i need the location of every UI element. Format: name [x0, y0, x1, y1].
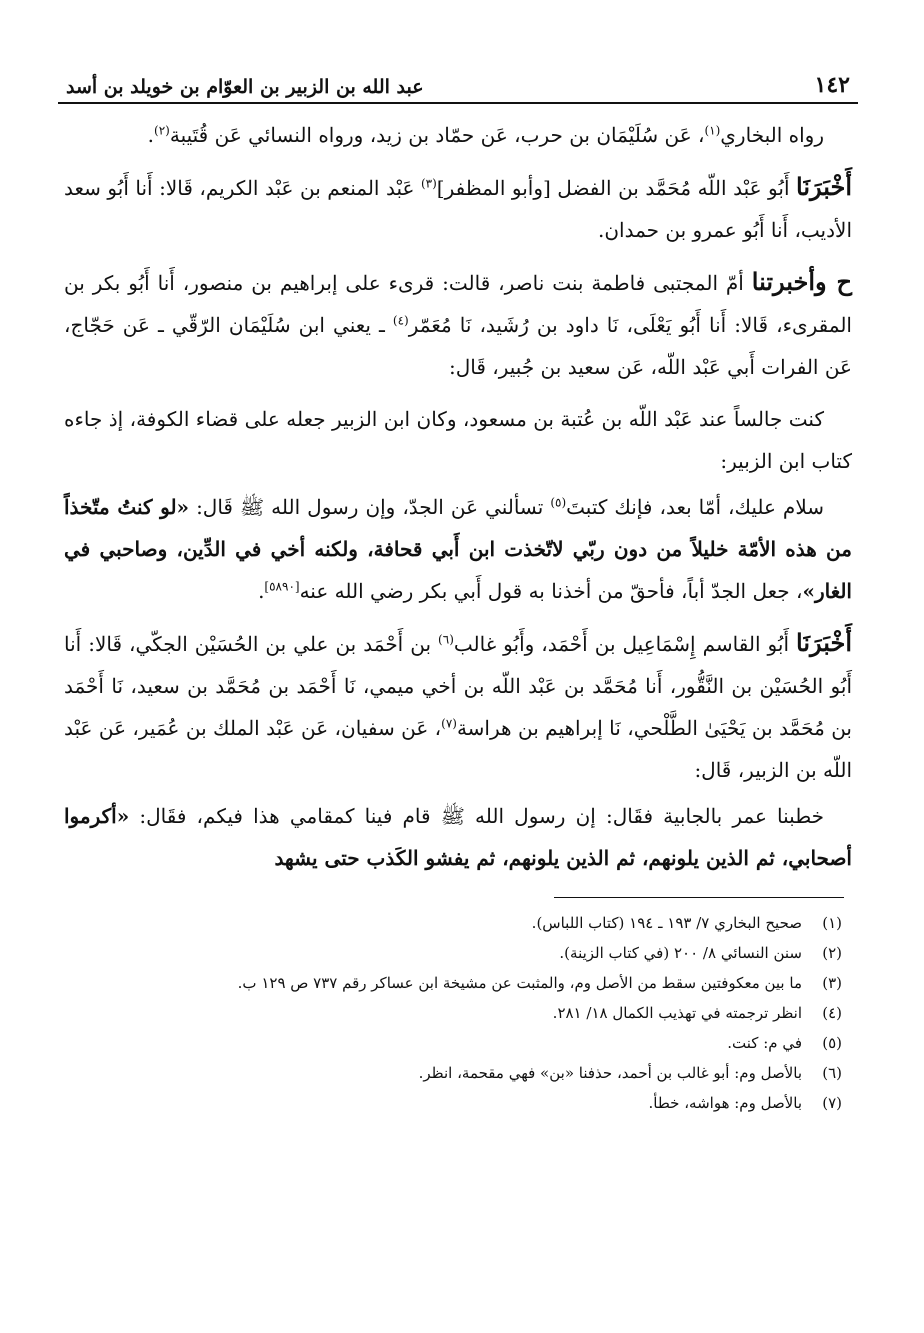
footnotes — [58, 908, 858, 1118]
paragraph-5 — [64, 486, 852, 612]
text-run: سلام عليك، أمّا بعد، فإنك كتبتَ — [566, 495, 825, 519]
footnote-number: (٧) — [822, 1094, 842, 1112]
footnote-ref: (٥) — [550, 495, 567, 510]
text-run: ، جعل الجدّ أباً، فأحقّ من أخذنا به قول أَبي بكر رضي الله عنه — [299, 579, 803, 603]
footnote-ref: (٤) — [392, 313, 409, 328]
footnote-ref: (٦) — [438, 632, 454, 647]
text-run: بن أَحْمَد بن علي بن الحُسَيْن الجكّي، قَالا: أَنا أَبُو الحُسَيْن بن النَّقُّور، أَنا مُحَمَّد بن عَبْد اللّه بن أخي ميمي، نَا أَحْمَد بن مُحَمَّد بن سعيد، نَا أَحْمَد بن مُحَمَّد بن يَحْيَىٰ الطَّلْحي، نَا إبراهيم بن هراسة — [64, 632, 852, 740]
footnote-number: (٣) — [822, 974, 842, 992]
hadith-quote: «لو كنتُ متّخذاً من هذه الأمّة خليلاً من دون ربّي لاتّخذت ابن أَبي قحافة، ولكنه أخي في الدِّين، وصاحبي في الغار» — [64, 495, 852, 603]
paragraph-7 — [64, 795, 852, 879]
footnote-number: (٢) — [822, 944, 842, 962]
footnote-ref: (١) — [704, 123, 721, 138]
text-run: خطبنا عمر بالجابية فقَال: إن رسول الله ﷺ قام فينا كمقامي هذا فيكم، فقَال: — [129, 804, 824, 828]
page-header — [58, 60, 858, 104]
text-run: رواه البخاري — [720, 123, 824, 147]
paragraph-3 — [64, 261, 852, 388]
chain-lead-word: ح وأخبرتنا — [751, 267, 852, 296]
text-run: أَبُو عَبْد اللّه مُحَمَّد بن الفضل [وأبو المظفر] — [436, 176, 797, 200]
footnote — [64, 1028, 842, 1058]
paragraph-4 — [64, 398, 852, 482]
text-run: كنت جالساً عند عَبْد اللّه بن عُتبة بن مسعود، وكان ابن الزبير جعله على قضاء الكوفة، إذ جاءه كتاب ابن الزبير: — [64, 407, 852, 473]
text-run: . — [258, 579, 265, 603]
footnote-text: صحيح البخاري ٧/ ١٩٣ ـ ١٩٤ (كتاب اللباس). — [531, 914, 802, 932]
hadith-quote: «أكرموا أصحابي، ثم الذين يلونهم، ثم الذين يلونهم، ثم يفشو الكَذب حتى يشهد — [64, 804, 852, 870]
main-text — [58, 104, 858, 879]
footnote-number: (٤) — [822, 1004, 842, 1022]
footnote-text: سنن النسائي ٨/ ٢٠٠ (في كتاب الزينة). — [559, 944, 802, 962]
footnote-number: (١) — [822, 914, 842, 932]
text-run: عَبْد المنعم بن عَبْد الكريم، قَالا: أَنا أَبُو سعد الأديب، أَنا أَبُو عمرو بن حمدان. — [64, 176, 852, 242]
paragraph-6 — [64, 622, 852, 791]
paragraph-1 — [64, 114, 852, 156]
footnote-ref: (٣) — [420, 176, 437, 191]
footnote — [64, 1058, 842, 1088]
text-run: . — [147, 123, 155, 147]
running-title: عبد الله بن الزبير بن العوّام بن خويلد بن أسد — [66, 76, 424, 98]
footnote-ref: (٧) — [441, 716, 457, 731]
footnote-ref: (٢) — [154, 123, 170, 138]
text-run: أمّ المجتبى فاطمة بنت ناصر، قالت: قرىء على إبراهيم بن منصور، أَنا أَبُو بكر بن المقرىء، قَالا: أَنا أَبُو يَعْلَى، نَا داود بن رُشَيد، نَا مُعَمّر — [64, 271, 852, 337]
footnote-ref: [٥٨٩٠] — [264, 579, 300, 594]
footnote — [64, 968, 842, 998]
footnote-divider — [554, 897, 844, 898]
text-run: ، عَن سُلَيْمَان بن حرب، عَن حمّاد بن زيد، ورواه النسائي عَن قُتَيبة — [169, 123, 705, 147]
footnote-text: بالأصل وم: أبو غالب بن أحمد، حذفنا «بن» فهي مقحمة، انظر. — [418, 1064, 802, 1082]
text-run: تسألني عَن الجدّ، وإن رسول الله ﷺ قَال: — [189, 495, 551, 519]
footnote-text: ما بين معكوفتين سقط من الأصل وم، والمثبت عن مشيخة ابن عساكر رقم ٧٣٧ ص ١٢٩ ب. — [237, 974, 802, 992]
footnote-text: انظر ترجمته في تهذيب الكمال ١٨/ ٢٨١. — [552, 1004, 802, 1022]
footnote — [64, 998, 842, 1028]
chain-lead-word: أَخْبَرَنَا — [796, 628, 852, 657]
text-run: أَبُو القاسم إِسْمَاعِيل بن أَحْمَد، وأَبُو غالب — [453, 632, 797, 656]
footnote-text: في م: كنت. — [727, 1034, 802, 1052]
footnote-text: بالأصل وم: هواشه، خطأ. — [648, 1094, 802, 1112]
paragraph-2 — [64, 166, 852, 251]
text-run: ـ يعني ابن سُلَيْمَان الرّقّي ـ عَن حَجّاج، عَن الفرات أَبي عَبْد اللّه، عَن سعيد بن جُبير، قَال: — [64, 313, 852, 379]
footnote — [64, 938, 842, 968]
footnote-number: (٥) — [822, 1034, 842, 1052]
footnote — [64, 908, 842, 938]
footnote-number: (٦) — [822, 1064, 842, 1082]
footnote — [64, 1088, 842, 1118]
chain-lead-word: أَخْبَرَنَا — [796, 172, 852, 201]
page-number: ١٤٢ — [814, 72, 850, 98]
book-page — [58, 60, 858, 1310]
text-run: ، عَن سفيان، عَن عَبْد الملك بن عُمَير، عَن عَبْد اللّه بن الزبير، قَال: — [64, 716, 852, 782]
